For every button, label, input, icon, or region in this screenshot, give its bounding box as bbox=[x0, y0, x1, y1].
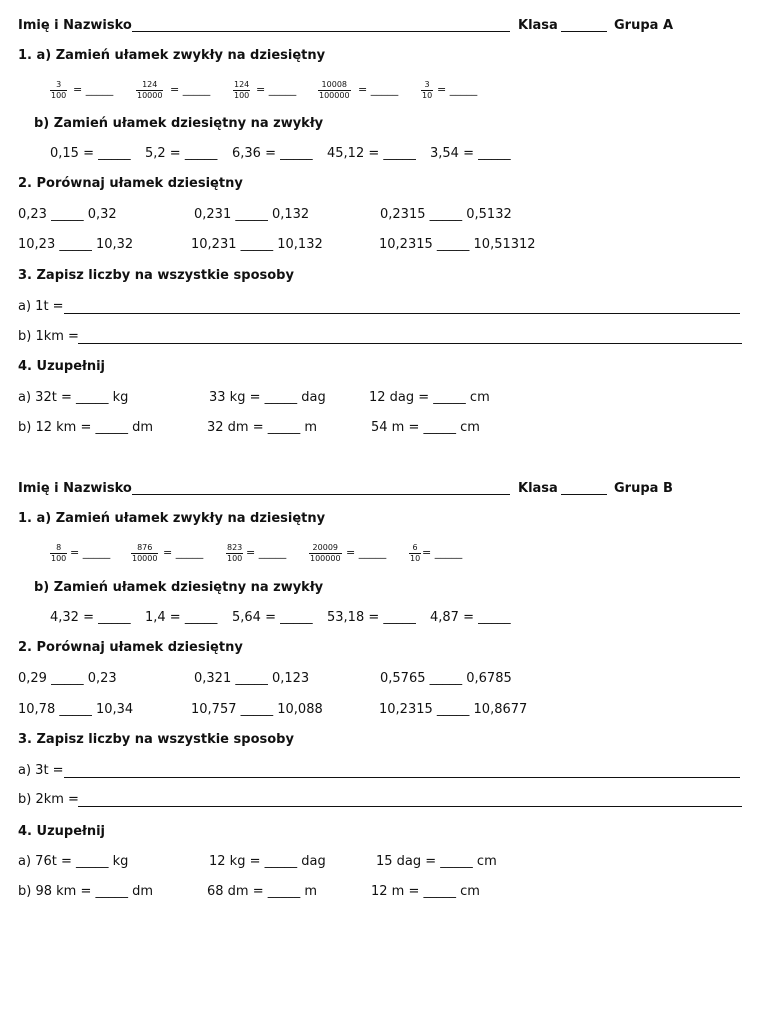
fraction-numerator: 6 bbox=[412, 543, 418, 552]
fraction bbox=[421, 80, 433, 101]
fraction bbox=[318, 80, 351, 101]
name-blank-line bbox=[132, 494, 510, 495]
group-label: Grupa A bbox=[614, 18, 674, 33]
task1b-item: 45,12 = _____ bbox=[327, 146, 416, 161]
name-blank-line bbox=[132, 31, 510, 32]
fraction bbox=[233, 80, 250, 101]
compare-item: 0,2315 _____ 0,5132 bbox=[380, 207, 512, 222]
compare-item: 10,23 _____ 10,32 bbox=[18, 237, 134, 252]
unit-item: 32 dm = _____ m bbox=[207, 420, 318, 435]
group-label: Grupa B bbox=[614, 481, 673, 496]
fraction-numerator: 3 bbox=[424, 80, 430, 89]
fraction-numerator: 876 bbox=[137, 543, 153, 552]
fraction-denominator: 10 bbox=[410, 554, 421, 563]
task1b-title: b) Zamień ułamek dziesiętny na zwykły bbox=[34, 116, 324, 131]
unit-item: b) 12 km = _____ dm bbox=[18, 420, 154, 435]
fraction bbox=[131, 543, 158, 564]
answer-blank: = _____ bbox=[346, 546, 387, 559]
task3-item: a) 1t = bbox=[18, 299, 64, 314]
fraction bbox=[136, 80, 163, 101]
fraction bbox=[409, 543, 421, 564]
unit-item: 15 dag = _____ cm bbox=[376, 854, 497, 869]
fraction bbox=[309, 543, 342, 564]
task3-title: 3. Zapisz liczby na wszystkie sposoby bbox=[18, 268, 294, 283]
class-blank-line bbox=[561, 31, 607, 32]
fraction-numerator: 124 bbox=[234, 80, 250, 89]
task3-item: b) 2km = bbox=[18, 792, 79, 807]
fraction-denominator: 100000 bbox=[310, 554, 341, 563]
name-label: Imię i Nazwisko bbox=[18, 18, 132, 33]
task1-title: 1. a) Zamień ułamek zwykły na dziesiętny bbox=[18, 511, 326, 526]
fraction-numerator: 8 bbox=[56, 543, 62, 552]
answer-line bbox=[64, 777, 740, 778]
unit-item: a) 32t = _____ kg bbox=[18, 390, 129, 405]
task1b-item: 5,2 = _____ bbox=[145, 146, 218, 161]
answer-blank: = _____ bbox=[422, 546, 463, 559]
answer-blank: = _____ bbox=[256, 83, 297, 96]
compare-item: 0,23 _____ 0,32 bbox=[18, 207, 117, 222]
unit-item: b) 98 km = _____ dm bbox=[18, 884, 154, 899]
compare-item: 0,231 _____ 0,132 bbox=[194, 207, 310, 222]
answer-blank: = _____ bbox=[246, 546, 287, 559]
answer-line bbox=[78, 806, 742, 807]
task1b-item: 4,87 = _____ bbox=[430, 610, 511, 625]
compare-item: 0,5765 _____ 0,6785 bbox=[380, 671, 512, 686]
fraction-numerator: 3 bbox=[56, 80, 62, 89]
unit-item: 12 dag = _____ cm bbox=[369, 390, 490, 405]
task1b-title: b) Zamień ułamek dziesiętny na zwykły bbox=[34, 580, 324, 595]
answer-line bbox=[78, 343, 742, 344]
unit-item: 54 m = _____ cm bbox=[371, 420, 480, 435]
unit-item: 33 kg = _____ dag bbox=[209, 390, 326, 405]
unit-item: a) 76t = _____ kg bbox=[18, 854, 129, 869]
compare-item: 0,321 _____ 0,123 bbox=[194, 671, 310, 686]
answer-blank: = _____ bbox=[163, 546, 204, 559]
class-label: Klasa bbox=[518, 481, 558, 496]
task2-title: 2. Porównaj ułamek dziesiętny bbox=[18, 176, 243, 191]
compare-item: 10,2315 _____ 10,8677 bbox=[379, 702, 528, 717]
fraction bbox=[50, 80, 67, 101]
class-label: Klasa bbox=[518, 18, 558, 33]
fraction-numerator: 20009 bbox=[312, 543, 338, 552]
fraction-denominator: 10000 bbox=[137, 91, 163, 100]
unit-item: 12 kg = _____ dag bbox=[209, 854, 326, 869]
task1b-item: 3,54 = _____ bbox=[430, 146, 511, 161]
fraction-numerator: 823 bbox=[227, 543, 243, 552]
task1b-item: 5,64 = _____ bbox=[232, 610, 313, 625]
fraction bbox=[226, 543, 243, 564]
fraction-denominator: 10 bbox=[422, 91, 433, 100]
fraction-denominator: 100000 bbox=[319, 91, 350, 100]
task4-title: 4. Uzupełnij bbox=[18, 824, 106, 839]
unit-item: 68 dm = _____ m bbox=[207, 884, 318, 899]
fraction-numerator: 10008 bbox=[321, 80, 347, 89]
task3-item: a) 3t = bbox=[18, 763, 64, 778]
name-label: Imię i Nazwisko bbox=[18, 481, 132, 496]
answer-blank: = _____ bbox=[437, 83, 478, 96]
compare-item: 10,2315 _____ 10,51312 bbox=[379, 237, 536, 252]
answer-blank: = _____ bbox=[358, 83, 399, 96]
task3-title: 3. Zapisz liczby na wszystkie sposoby bbox=[18, 732, 294, 747]
task4-title: 4. Uzupełnij bbox=[18, 359, 106, 374]
answer-line bbox=[64, 313, 740, 314]
unit-item: 12 m = _____ cm bbox=[371, 884, 480, 899]
fraction-denominator: 100 bbox=[51, 554, 67, 563]
class-blank-line bbox=[561, 494, 607, 495]
fraction-denominator: 100 bbox=[51, 91, 67, 100]
task1b-item: 1,4 = _____ bbox=[145, 610, 218, 625]
fraction-denominator: 100 bbox=[234, 91, 250, 100]
compare-item: 10,78 _____ 10,34 bbox=[18, 702, 134, 717]
fraction-denominator: 10000 bbox=[132, 554, 158, 563]
fraction-denominator: 100 bbox=[227, 554, 243, 563]
answer-blank: = _____ bbox=[170, 83, 211, 96]
task2-title: 2. Porównaj ułamek dziesiętny bbox=[18, 640, 243, 655]
task1b-item: 53,18 = _____ bbox=[327, 610, 416, 625]
compare-item: 0,29 _____ 0,23 bbox=[18, 671, 117, 686]
task1b-item: 6,36 = _____ bbox=[232, 146, 313, 161]
compare-item: 10,757 _____ 10,088 bbox=[191, 702, 323, 717]
answer-blank: = _____ bbox=[73, 83, 114, 96]
task1b-item: 0,15 = _____ bbox=[50, 146, 131, 161]
task1-title: 1. a) Zamień ułamek zwykły na dziesiętny bbox=[18, 48, 326, 63]
fraction bbox=[50, 543, 67, 564]
fraction-numerator: 124 bbox=[142, 80, 158, 89]
task3-item: b) 1km = bbox=[18, 329, 79, 344]
compare-item: 10,231 _____ 10,132 bbox=[191, 237, 323, 252]
task1b-item: 4,32 = _____ bbox=[50, 610, 131, 625]
answer-blank: = _____ bbox=[70, 546, 111, 559]
